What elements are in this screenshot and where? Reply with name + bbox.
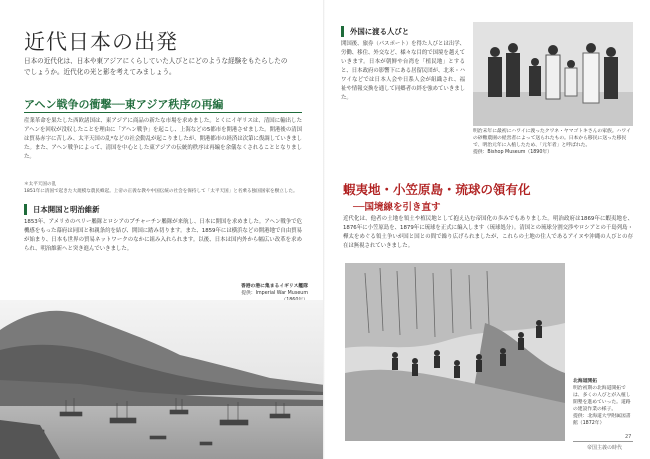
territory-heading: 蝦夷地・小笠原島・琉球の領有化 xyxy=(343,182,531,197)
section-opening-heading: 日本開国と明治維新 xyxy=(24,204,100,215)
section-opening-body: 1853年、アメリカのペリー艦隊とロシアのプチャーチン艦隊が来航し、日本に開国を求めました。アヘン戦争で危機感をもった幕府は同国と和親条約を結び、開国に踏み切ります。また、1859年には横浜などの開港地で自由貿易が始まり、日本も世界の貿易ネットワークのなかに組み入れられます。以後、日本は国内外から幅広い改革を求められ、明治維新へと突き進んでいきました。 xyxy=(24,219,302,252)
section-opium-war-body: 産業革命を果たした西欧諸国は、東アジアに商品の新たな市場を求めました。とくにイギリスは、清国に輸出したアヘンを回収が没収したことを理由に「アヘン戦争」を起こし、上海などの5都市を開港させました。開港後の清国は貿易赤字に苦しみ、太平天国の乱*などの社会動乱が起こりましたが、開港都市の経済は次第に復調していきました。また、アヘン戦争によって、清国を中心とした東アジアの伝統的秩序は再編を余儀なくされることとなりました。 xyxy=(24,118,302,160)
family-photo-caption-credit: 提供：Bishop Museum（1890年） xyxy=(473,150,552,155)
hong-kong-harbor-photo xyxy=(0,300,325,459)
footnote-text: 1851年に清国で起きた大規模な農民蜂起。上帝の正義な教や中国伝統の社会を保持して「太平天国」と名乗る独国国家を樹立した。 xyxy=(24,189,298,194)
harbor-image xyxy=(0,300,325,459)
footer-rule xyxy=(573,441,633,442)
hokkaido-photo xyxy=(345,263,565,441)
hokkaido-caption-credit: 提供：北海道大学附属図書館（1872年） xyxy=(573,414,631,426)
photo-caption-title: 香港の港に集まるイギリス艦隊 xyxy=(240,284,308,289)
territory-subheading xyxy=(353,199,440,213)
section-opium-war-heading xyxy=(24,96,223,112)
page-title: 近代日本の出発 xyxy=(24,30,178,54)
heading-dash: ── xyxy=(353,202,365,213)
section-opium-war-subtitle: 東アジア秩序の再編 xyxy=(124,98,224,111)
territory-body: 近代化は、他者の土地を領土や植民地として抱え込む帝国化の歩みでもありました。明治政府は1869年に蝦夷地を、1876年に小笠原島を、1879年に琉球を正式に編入します（琉球処分）。清国との琉球分割交渉やロシアとの千島列島・樺太をめぐる領土争いが国と国との間で繰り広げられましたが、これらの土地の住人であるアイヌや沖縄の人びとの存在は無視されていきました。 xyxy=(343,216,633,249)
family-photo-caption-text: 明治末年に最初にハワイに渡ったクワネ・ヤマゴトキさんの家族。ハワイの砂糖農園の経営者によって送られたもの。日本から移民に送った移民で、明治元年に入植したため、「元年者」と呼ばれた。 xyxy=(473,129,631,148)
footnote-mark: ＊太平天国の乱 xyxy=(24,182,57,187)
section-opium-war-title: アヘン戦争の衝撃 xyxy=(24,98,112,111)
hokkaido-caption-title: 北海道開拓 xyxy=(573,379,597,384)
territory-subtitle: 国境線を引き直す xyxy=(364,202,441,213)
page-number: 27 xyxy=(625,434,632,440)
section-rule xyxy=(24,112,302,113)
abroad-box-heading: 外国に渡る人びと xyxy=(341,26,409,37)
hokkaido-caption xyxy=(573,378,635,427)
hokkaido-caption-text: 明治初期の北海道開拓では、多くの人びとが入植し開墾を進めていった。道路の建設作業の様子。 xyxy=(573,386,631,412)
hawaii-family-photo xyxy=(473,22,633,126)
intro-text: 日本の近代化は、日本や東アジアにくらしていた人びとにどのような経験をもたらしたのでしょうか。近代化の光と影を考えてみましょう。 xyxy=(24,57,288,76)
family-image xyxy=(473,22,633,126)
family-photo-caption xyxy=(473,128,633,156)
hokkaido-image xyxy=(345,263,565,441)
footer-label: 帝国主義の時代 xyxy=(587,445,623,451)
photo-caption-credit: 提供：Imperial War Museum xyxy=(241,291,308,296)
abroad-box-body: 開国後、旅券（パスポート）を得た人びとは出学、労働、移住、外交など、様々な目的で国境を越えていきます。日本が朝鮮や台湾を「植民地」とすると、日本政府の影響下にある居留民団が、北米・ハワイなどでは日本人会や日系人会が組織され、福祉や情報交換を通して同郷者の絆を強めていきました。 xyxy=(341,41,465,101)
footnote xyxy=(24,181,302,195)
heading-dash: ── xyxy=(111,98,125,111)
right-page xyxy=(325,0,650,459)
